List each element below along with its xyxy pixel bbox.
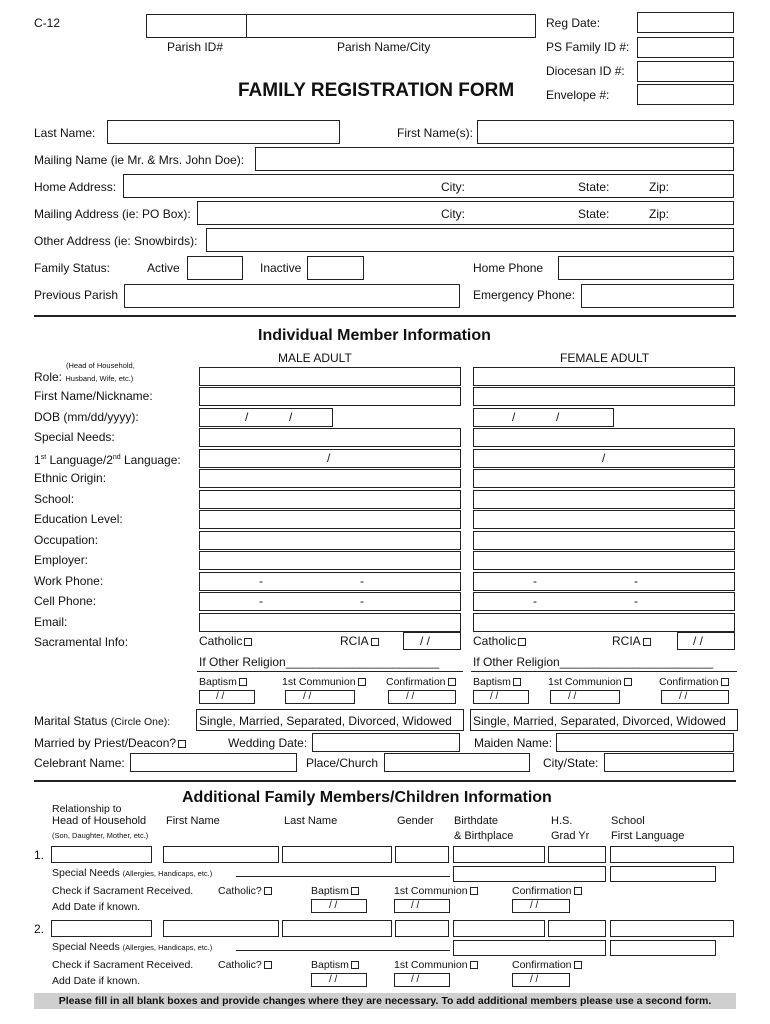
envelope-label: Envelope #: bbox=[546, 88, 610, 102]
individual-heading: Individual Member Information bbox=[258, 327, 491, 344]
member-row-9-male-field[interactable] bbox=[199, 572, 461, 591]
role-label-text: Role: bbox=[34, 370, 63, 384]
member-row-10-female-field[interactable] bbox=[473, 592, 735, 611]
male-confirmation[interactable] bbox=[386, 675, 456, 689]
member-1-communion-date-sep: / / bbox=[411, 900, 420, 911]
maiden-name-field[interactable] bbox=[556, 733, 734, 752]
male-rcia-checkbox[interactable] bbox=[371, 638, 379, 646]
member-2-communion-date-sep: / / bbox=[411, 974, 420, 985]
member-1-baptism-date[interactable] bbox=[311, 899, 367, 913]
additional-heading: Additional Family Members/Children Information bbox=[182, 789, 552, 806]
female-communion-date-sep: / / bbox=[568, 691, 577, 702]
active-label: Active bbox=[147, 261, 180, 275]
male-confirmation-checkbox[interactable] bbox=[448, 678, 456, 686]
member-row-7-female-field[interactable] bbox=[473, 531, 735, 550]
member-row-4-female-field[interactable] bbox=[473, 469, 735, 488]
member-row-2-male-field[interactable] bbox=[199, 428, 461, 447]
member-row-0-label: First Name/Nickname: bbox=[34, 389, 153, 403]
male-baptism-checkbox[interactable] bbox=[239, 678, 247, 686]
home-city-label: City: bbox=[441, 180, 465, 194]
member-2-first-name-field[interactable] bbox=[163, 920, 279, 937]
active-box[interactable] bbox=[187, 256, 243, 280]
member-1-communion-date[interactable] bbox=[394, 899, 450, 913]
mailing-zip-label: Zip: bbox=[649, 207, 670, 221]
role-examples: Husband, Wife, etc.) bbox=[65, 374, 134, 383]
female-role-field[interactable] bbox=[473, 367, 735, 386]
col-birthdate-2: & Birthplace bbox=[454, 830, 514, 842]
member-2-gender-field[interactable] bbox=[395, 920, 449, 937]
male-confirmation-date[interactable] bbox=[388, 690, 456, 704]
female-rcia[interactable] bbox=[612, 634, 651, 648]
col-relationship-3: (Son, Daughter, Mother, etc.) bbox=[52, 831, 149, 840]
member-row-9-label: Work Phone: bbox=[34, 573, 104, 588]
member-2-extra-field-1[interactable] bbox=[453, 940, 606, 956]
mailing-name-field[interactable] bbox=[255, 147, 734, 171]
inactive-label: Inactive bbox=[260, 261, 302, 275]
married-by-label: Married by Priest/Deacon? bbox=[34, 736, 177, 750]
female-confirmation-checkbox[interactable] bbox=[721, 678, 729, 686]
female-phone-dash-1: - bbox=[533, 594, 537, 608]
col-relationship-2: Head of Household bbox=[52, 815, 147, 827]
male-sacrament-rule bbox=[197, 671, 463, 672]
col-hs-1: H.S. bbox=[551, 815, 573, 827]
member-1-gender-field[interactable] bbox=[395, 846, 449, 863]
male-communion-checkbox[interactable] bbox=[358, 678, 366, 686]
form-code: C-12 bbox=[34, 16, 61, 30]
male-phone-dash-1: - bbox=[259, 573, 263, 588]
celebrant-label: Celebrant Name: bbox=[34, 756, 125, 770]
male-baptism-label: Baptism bbox=[199, 676, 237, 688]
divider bbox=[34, 315, 736, 317]
member-2-confirmation[interactable]: Confirmation bbox=[512, 958, 582, 972]
form-title: FAMILY REGISTRATION FORM bbox=[238, 80, 515, 101]
member-row-1-female-field[interactable] bbox=[473, 408, 614, 427]
female-confirmation[interactable] bbox=[659, 675, 729, 689]
mailing-name-label: Mailing Name (ie Mr. & Mrs. John Doe): bbox=[34, 153, 245, 167]
male-other-religion[interactable]: If Other Religion_______________________ bbox=[199, 655, 440, 669]
member-row-6-label: Education Level: bbox=[34, 512, 123, 526]
role-label bbox=[34, 370, 133, 386]
female-phone-dash-1: - bbox=[533, 573, 537, 588]
home-state-label: State: bbox=[578, 180, 610, 194]
member-1-special-needs-line[interactable] bbox=[236, 876, 450, 877]
col-school-1: School bbox=[611, 815, 645, 827]
member-row-6-female-field[interactable] bbox=[473, 510, 735, 529]
female-catholic-checkbox[interactable] bbox=[518, 638, 526, 646]
reg-date-label: Reg Date: bbox=[546, 16, 601, 30]
member-2-communion-checkbox[interactable] bbox=[470, 961, 478, 969]
member-2-catholic[interactable]: Catholic? bbox=[218, 958, 272, 972]
member-row-5-label: School: bbox=[34, 491, 75, 506]
female-communion[interactable] bbox=[548, 675, 632, 689]
member-2-catholic-checkbox[interactable] bbox=[264, 961, 272, 969]
member-1-relationship-field[interactable] bbox=[51, 846, 152, 863]
member-row-5-male-field[interactable] bbox=[199, 490, 461, 509]
married-by[interactable] bbox=[34, 736, 186, 750]
female-catholic-label: Catholic bbox=[473, 634, 517, 648]
member-row-11-male-field[interactable] bbox=[199, 613, 461, 632]
female-communion-checkbox[interactable] bbox=[624, 678, 632, 686]
male-language-sep: / bbox=[327, 450, 331, 465]
previous-parish-field[interactable] bbox=[124, 284, 460, 308]
member-2-baptism-checkbox[interactable] bbox=[351, 961, 359, 969]
member-2-number: 2. bbox=[34, 922, 45, 936]
member-2-relationship-field[interactable] bbox=[51, 920, 152, 937]
inactive-box[interactable] bbox=[307, 256, 364, 280]
parish-id-label: Parish ID# bbox=[167, 40, 224, 54]
last-name-label: Last Name: bbox=[34, 126, 96, 140]
member-1-baptism-date-sep: / / bbox=[329, 900, 338, 911]
male-confirmation-label: Confirmation bbox=[386, 676, 446, 688]
footer-note: Please fill in all blank boxes and provide changes where they are necessary. To add additional members please use a second form. bbox=[58, 995, 712, 1007]
family-status-label: Family Status: bbox=[34, 261, 111, 275]
member-1-school-field[interactable] bbox=[610, 846, 734, 863]
male-phone-dash-2: - bbox=[360, 573, 364, 588]
member-1-baptism[interactable]: Baptism bbox=[311, 884, 359, 898]
member-2-confirmation-checkbox[interactable] bbox=[574, 961, 582, 969]
member-row-10-label: Cell Phone: bbox=[34, 594, 97, 608]
member-1-first-name-field[interactable] bbox=[163, 846, 279, 863]
home-address-field[interactable] bbox=[123, 174, 734, 198]
member-1-confirmation[interactable]: Confirmation bbox=[512, 884, 582, 898]
member-row-12-label: Sacramental Info: bbox=[34, 635, 129, 649]
member-2-check-sacrament: Check if Sacrament Received. bbox=[52, 959, 194, 971]
member-2-communion[interactable]: 1st Communion bbox=[394, 958, 478, 972]
member-1-extra-field-1[interactable] bbox=[453, 866, 606, 882]
member-row-8-male-field[interactable] bbox=[199, 551, 461, 570]
male-rcia-label: RCIA bbox=[340, 634, 369, 648]
member-1-number: 1. bbox=[34, 848, 45, 862]
other-address-field[interactable] bbox=[206, 228, 734, 252]
member-2-school-field[interactable] bbox=[610, 920, 734, 937]
home-address-label: Home Address: bbox=[34, 180, 117, 194]
home-zip-label: Zip: bbox=[649, 180, 670, 194]
female-baptism-label: Baptism bbox=[473, 676, 511, 688]
circle-one-note: (Circle One): bbox=[110, 716, 171, 728]
emergency-phone-label: Emergency Phone: bbox=[473, 288, 576, 302]
female-rcia-label: RCIA bbox=[612, 634, 641, 648]
member-row-1-label: DOB (mm/dd/yyyy): bbox=[34, 409, 139, 424]
male-adult-header: MALE ADULT bbox=[278, 351, 352, 365]
wedding-date-field[interactable] bbox=[312, 733, 460, 752]
ps-family-id-box[interactable] bbox=[637, 37, 734, 58]
mailing-address-label: Mailing Address (ie: PO Box): bbox=[34, 207, 191, 221]
male-catholic-label: Catholic bbox=[199, 634, 243, 648]
envelope-box[interactable] bbox=[637, 84, 734, 105]
male-confirmation-date-sep: / / bbox=[406, 691, 415, 702]
member-row-11-label: Email: bbox=[34, 614, 68, 629]
member-row-1-male-field[interactable] bbox=[199, 408, 333, 427]
member-row-4-label: Ethnic Origin: bbox=[34, 471, 107, 485]
member-1-catholic-checkbox[interactable] bbox=[264, 887, 272, 895]
member-row-2-label: Special Needs: bbox=[34, 430, 115, 444]
member-row-11-female-field[interactable] bbox=[473, 613, 735, 632]
member-1-baptism-checkbox[interactable] bbox=[351, 887, 359, 895]
mailing-city-label: City: bbox=[441, 207, 465, 221]
female-other-religion[interactable]: If Other Religion_______________________ bbox=[473, 655, 714, 669]
male-rcia-date-sep: / / bbox=[420, 634, 431, 648]
female-marital-options[interactable]: Single, Married, Separated, Divorced, Widowed bbox=[473, 714, 726, 728]
male-dob-sep-1: / bbox=[245, 409, 249, 424]
member-1-communion[interactable]: 1st Communion bbox=[394, 884, 478, 898]
mailing-state-label: State: bbox=[578, 207, 610, 221]
male-phone-dash-2: - bbox=[360, 594, 364, 608]
member-1-check-sacrament: Check if Sacrament Received. bbox=[52, 885, 194, 897]
member-2-gradyr-field[interactable] bbox=[548, 920, 606, 937]
female-phone-dash-2: - bbox=[634, 573, 638, 588]
place-church-label: Place/Church bbox=[306, 756, 379, 770]
female-confirmation-date[interactable] bbox=[661, 690, 729, 704]
col-last-name: Last Name bbox=[284, 815, 338, 827]
reg-date-box[interactable] bbox=[637, 12, 734, 33]
member-1-extra-field-2[interactable] bbox=[610, 866, 716, 882]
role-note: (Head of Household, bbox=[66, 361, 135, 370]
male-phone-dash-1: - bbox=[259, 594, 263, 608]
member-row-5-female-field[interactable] bbox=[473, 490, 735, 509]
member-row-3-label: 1st Language/2nd Language: bbox=[34, 452, 181, 467]
member-1-confirmation-date-sep: / / bbox=[530, 900, 539, 911]
female-language-sep: / bbox=[602, 450, 606, 465]
col-birthdate-1: Birthdate bbox=[454, 815, 499, 827]
marital-status-label bbox=[34, 714, 170, 729]
home-phone-label: Home Phone bbox=[473, 261, 544, 275]
member-row-10-male-field[interactable] bbox=[199, 592, 461, 611]
member-2-confirmation-date[interactable] bbox=[512, 973, 570, 987]
member-2-last-name-field[interactable] bbox=[282, 920, 392, 937]
female-catholic[interactable] bbox=[473, 634, 526, 648]
member-2-extra-field-2[interactable] bbox=[610, 940, 716, 956]
member-1-catholic[interactable]: Catholic? bbox=[218, 884, 272, 898]
member-2-add-date: Add Date if known. bbox=[52, 975, 141, 987]
divider bbox=[34, 780, 736, 782]
member-row-9-female-field[interactable] bbox=[473, 572, 735, 591]
female-baptism-date[interactable] bbox=[473, 690, 529, 704]
previous-parish-label: Previous Parish bbox=[34, 288, 119, 302]
maiden-name-label: Maiden Name: bbox=[474, 736, 553, 750]
first-names-field[interactable] bbox=[477, 120, 734, 144]
male-rcia[interactable] bbox=[340, 634, 379, 648]
male-role-field[interactable] bbox=[199, 367, 461, 386]
member-1-special-needs-label: Special Needs (Allergies, Handicaps, etc.) bbox=[52, 867, 213, 879]
female-rcia-date[interactable] bbox=[677, 632, 735, 650]
marital-status-text: Marital Status bbox=[34, 714, 108, 728]
male-baptism-date-sep: / / bbox=[216, 691, 225, 702]
male-communion[interactable] bbox=[282, 675, 366, 689]
member-2-baptism[interactable]: Baptism bbox=[311, 958, 359, 972]
member-2-communion-date[interactable] bbox=[394, 973, 450, 987]
col-relationship-1: Relationship to bbox=[52, 803, 122, 815]
female-sacrament-rule bbox=[471, 671, 737, 672]
member-2-confirmation-date-sep: / / bbox=[530, 974, 539, 985]
member-1-birthdate-field[interactable] bbox=[453, 846, 545, 863]
member-row-6-male-field[interactable] bbox=[199, 510, 461, 529]
member-row-0-female-field[interactable] bbox=[473, 387, 735, 406]
member-row-7-label: Occupation: bbox=[34, 532, 99, 547]
diocesan-id-label: Diocesan ID #: bbox=[546, 64, 625, 78]
city-state-field[interactable] bbox=[604, 753, 734, 772]
place-church-field[interactable] bbox=[384, 753, 530, 772]
male-catholic-checkbox[interactable] bbox=[244, 638, 252, 646]
female-baptism[interactable] bbox=[473, 675, 521, 689]
male-marital-options[interactable]: Single, Married, Separated, Divorced, Widowed bbox=[199, 714, 452, 728]
wedding-date-label: Wedding Date: bbox=[228, 736, 308, 750]
member-2-baptism-date-sep: / / bbox=[329, 974, 338, 985]
member-row-4-male-field[interactable] bbox=[199, 469, 461, 488]
col-school-2: First Language bbox=[611, 830, 685, 842]
member-1-add-date: Add Date if known. bbox=[52, 901, 141, 913]
female-dob-sep-1: / bbox=[512, 409, 516, 424]
member-2-birthdate-field[interactable] bbox=[453, 920, 545, 937]
member-row-7-male-field[interactable] bbox=[199, 531, 461, 550]
female-confirmation-date-sep: / / bbox=[679, 691, 688, 702]
member-row-8-label: Employer: bbox=[34, 553, 89, 567]
male-rcia-date[interactable] bbox=[403, 632, 461, 650]
male-baptism-date[interactable] bbox=[199, 690, 255, 704]
other-address-label: Other Address (ie: Snowbirds): bbox=[34, 234, 198, 248]
male-dob-sep-2: / bbox=[289, 409, 293, 424]
first-names-label: First Name(s): bbox=[397, 126, 473, 140]
male-communion-label: 1st Communion bbox=[282, 676, 356, 688]
member-2-baptism-date[interactable] bbox=[311, 973, 367, 987]
female-baptism-date-sep: / / bbox=[490, 691, 499, 702]
home-phone-field[interactable] bbox=[558, 256, 734, 280]
male-communion-date[interactable] bbox=[285, 690, 355, 704]
parish-name-box[interactable] bbox=[246, 14, 536, 38]
member-2-special-needs-label: Special Needs (Allergies, Handicaps, etc.) bbox=[52, 941, 213, 953]
female-communion-date[interactable] bbox=[550, 690, 620, 704]
female-confirmation-label: Confirmation bbox=[659, 676, 719, 688]
city-state-label: City/State: bbox=[543, 756, 599, 770]
member-1-confirmation-checkbox[interactable] bbox=[574, 887, 582, 895]
female-baptism-checkbox[interactable] bbox=[513, 678, 521, 686]
member-1-last-name-field[interactable] bbox=[282, 846, 392, 863]
married-by-checkbox[interactable] bbox=[178, 740, 186, 748]
emergency-phone-field[interactable] bbox=[581, 284, 734, 308]
member-row-8-female-field[interactable] bbox=[473, 551, 735, 570]
male-communion-date-sep: / / bbox=[303, 691, 312, 702]
female-rcia-checkbox[interactable] bbox=[643, 638, 651, 646]
parish-id-box[interactable] bbox=[146, 14, 247, 38]
col-hs-2: Grad Yr bbox=[551, 830, 590, 842]
member-row-0-male-field[interactable] bbox=[199, 387, 461, 406]
parish-name-label: Parish Name/City bbox=[337, 40, 431, 54]
member-row-2-female-field[interactable] bbox=[473, 428, 735, 447]
female-dob-sep-2: / bbox=[556, 409, 560, 424]
col-gender: Gender bbox=[397, 815, 434, 827]
ps-family-id-label: PS Family ID #: bbox=[546, 40, 630, 54]
member-1-gradyr-field[interactable] bbox=[548, 846, 606, 863]
member-2-special-needs-line[interactable] bbox=[236, 950, 450, 951]
member-1-confirmation-date[interactable] bbox=[512, 899, 570, 913]
female-adult-header: FEMALE ADULT bbox=[560, 351, 650, 365]
col-first-name: First Name bbox=[166, 815, 220, 827]
member-1-communion-checkbox[interactable] bbox=[470, 887, 478, 895]
female-phone-dash-2: - bbox=[634, 594, 638, 608]
last-name-field[interactable] bbox=[107, 120, 340, 144]
female-communion-label: 1st Communion bbox=[548, 676, 622, 688]
male-baptism[interactable] bbox=[199, 675, 247, 689]
celebrant-field[interactable] bbox=[130, 753, 297, 772]
male-catholic[interactable] bbox=[199, 634, 252, 648]
diocesan-id-box[interactable] bbox=[637, 61, 734, 82]
female-rcia-date-sep: / / bbox=[693, 634, 704, 648]
